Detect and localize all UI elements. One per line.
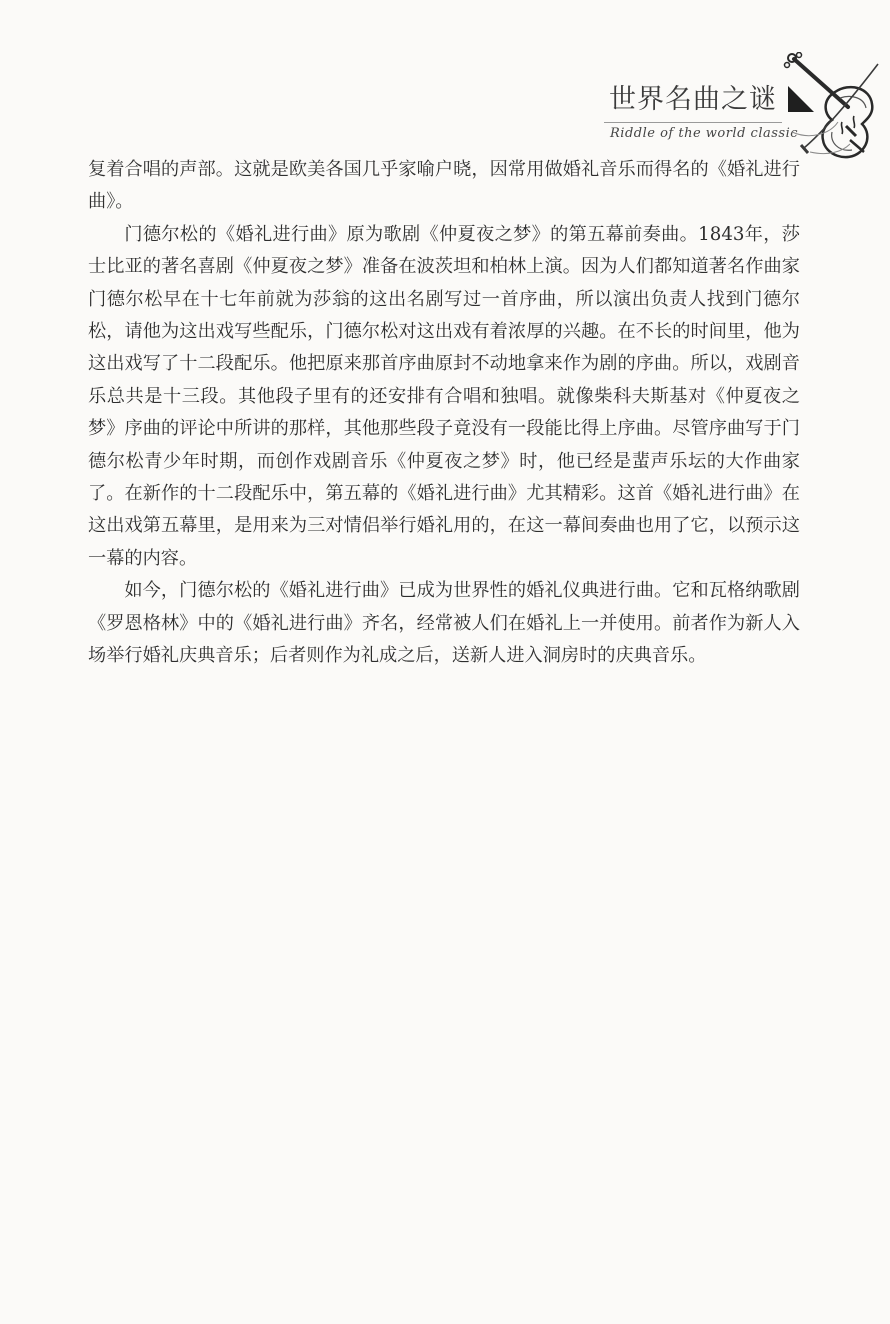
paragraph-3: 如今，门德尔松的《婚礼进行曲》已成为世界性的婚礼仪典进行曲。它和瓦格纳歌剧《罗恩格林》中的《婚礼进行曲》齐名，经常被人们在婚礼上一并使用。前者作为新人入场举行婚礼庆典音乐；后者则作为礼成之后，送新人进入洞房时的庆典音乐。	[88, 580, 800, 667]
paragraph-1: 复着合唱的声部。这就是欧美各国几乎家喻户晓，因常用做婚礼音乐而得名的《婚礼进行曲》。	[88, 159, 800, 213]
header-divider	[604, 122, 782, 123]
article-body	[88, 154, 800, 673]
paragraph-2: 门德尔松的《婚礼进行曲》原为歌剧《仲夏夜之梦》的第五幕前奏曲。1843年，莎士比亚的著名喜剧《仲夏夜之梦》准备在波茨坦和柏林上演。因为人们都知道著名作曲家门德尔松早在十七年前就为莎翁的这出名剧写过一首序曲，所以演出负责人找到门德尔松，请他为这出戏写些配乐，门德尔松对这出戏有着浓厚的兴趣。在不长的时间里，他为这出戏写了十二段配乐。他把原来那首序曲原封不动地拿来作为剧的序曲。所以，戏剧音乐总共是十三段。其他段子里有的还安排有合唱和独唱。就像柴科夫斯基对《仲夏夜之梦》序曲的评论中所讲的那样，其他那些段子竟没有一段能比得上序曲。尽管序曲写于门德尔松青少年时期，而创作戏剧音乐《仲夏夜之梦》时，他已经是蜚声乐坛的大作曲家了。在新作的十二段配乐中，第五幕的《婚礼进行曲》尤其精彩。这首《婚礼进行曲》在这出戏第五幕里，是用来为三对情侣举行婚礼用的，在这一幕间奏曲也用了它，以预示这一幕的内容。	[88, 223, 800, 569]
page-header	[0, 0, 890, 170]
violin-icon	[780, 52, 885, 164]
header-title: 世界名曲之谜	[609, 84, 777, 115]
header-subtitle: Riddle of the world classic	[610, 126, 799, 141]
